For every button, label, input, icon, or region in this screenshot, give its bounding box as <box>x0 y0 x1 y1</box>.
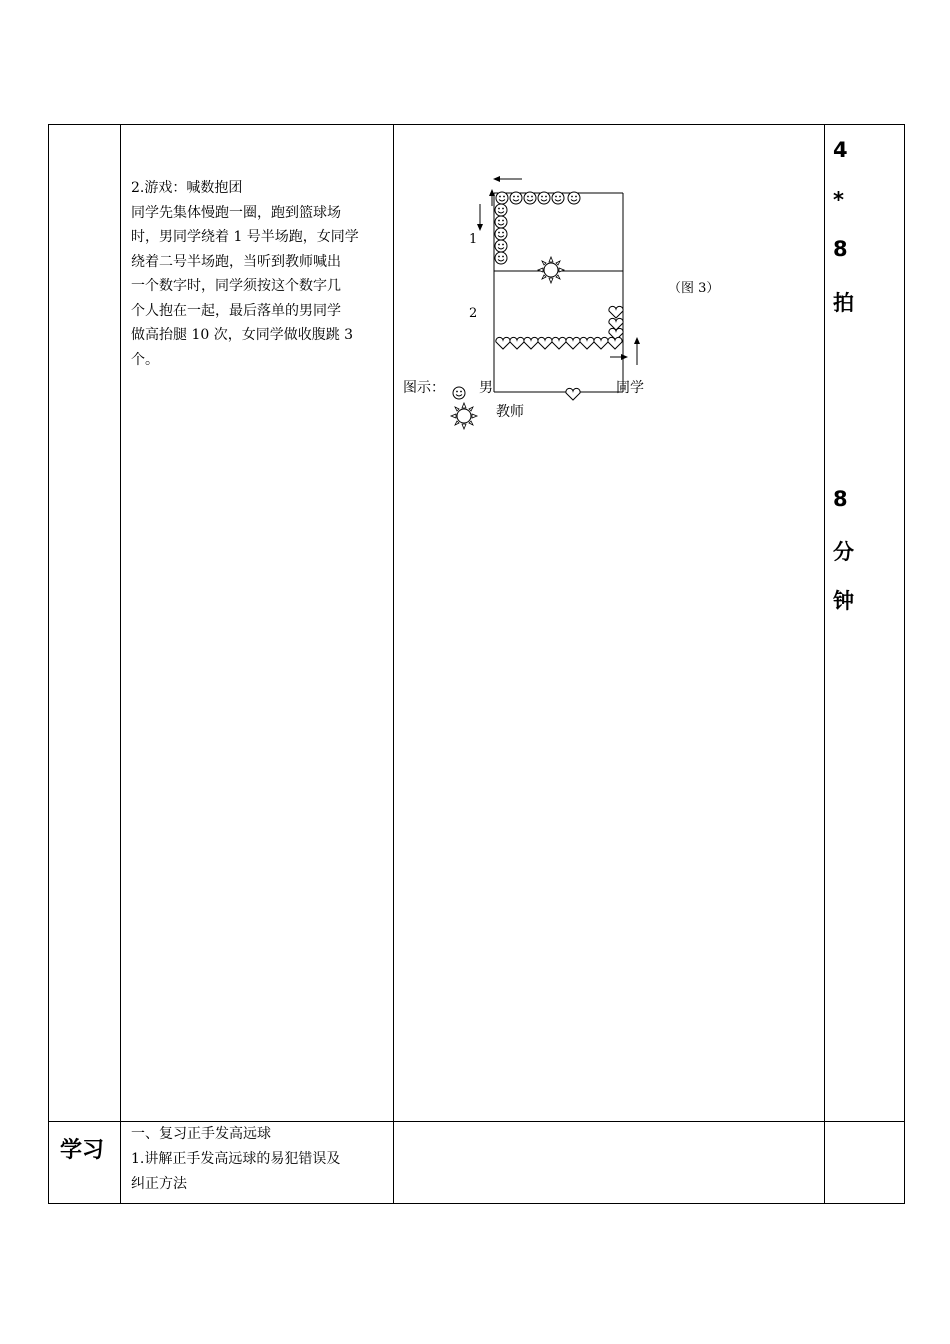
male-students-group <box>495 192 580 264</box>
col-divider-3 <box>824 124 825 1204</box>
game-description <box>131 176 389 372</box>
male-student-icon <box>552 192 564 204</box>
time-char: 8 <box>833 237 848 261</box>
female-student-icon <box>609 306 623 318</box>
study-line: 纠正方法 <box>131 1176 187 1192</box>
female-student-icon <box>538 337 552 349</box>
study-content <box>131 1122 389 1197</box>
court-outline <box>494 193 623 392</box>
male-student-icon <box>495 204 507 216</box>
legend-male-icon <box>453 387 465 399</box>
male-student-icon <box>495 216 507 228</box>
section-label: 学习 <box>60 1138 105 1163</box>
female-student-icon <box>510 337 524 349</box>
time-char: 分 <box>833 540 854 564</box>
female-student-icon <box>566 337 580 349</box>
time-char: * <box>833 188 844 212</box>
legend-female-label: 同学 <box>616 380 644 396</box>
study-line: 1.讲解正手发高远球的易犯错误及 <box>131 1151 341 1167</box>
game-line: 绕着二号半场跑，当听到教师喊出 <box>131 253 341 270</box>
col-divider-1 <box>120 124 121 1204</box>
male-student-icon <box>495 228 507 240</box>
table-border-left <box>48 124 49 1204</box>
male-student-icon <box>524 192 536 204</box>
time-char: 钟 <box>833 589 854 613</box>
half-court-1-label: 1 <box>469 232 478 247</box>
legend-female-icon <box>566 388 580 400</box>
legend-teacher-label: 教师 <box>496 404 524 420</box>
legend-prefix: 图示： <box>403 380 445 396</box>
male-student-icon <box>538 192 550 204</box>
game-line: 时，男同学绕着 1 号半场跑，女同学 <box>131 229 359 245</box>
table-border-right <box>904 124 905 1204</box>
game-line: 做高抬腿 10 次，女同学做收腹跳 3 <box>131 327 354 343</box>
time-char: 拍 <box>833 291 854 315</box>
male-student-icon <box>510 192 522 204</box>
game-title: 2.游戏：喊数抱团 <box>131 180 243 196</box>
figure-caption: （图 3） <box>668 281 720 296</box>
male-student-icon <box>495 252 507 264</box>
female-student-icon <box>496 337 510 349</box>
court-diagram <box>400 170 730 430</box>
female-student-icon <box>608 337 622 349</box>
game-line: 个。 <box>131 351 159 368</box>
female-student-icon <box>594 337 608 349</box>
game-line: 个人抱在一起，最后落单的男同学 <box>131 302 341 319</box>
table-border-bottom <box>48 1203 905 1204</box>
game-line: 同学先集体慢跑一圈，跑到篮球场 <box>131 204 341 221</box>
female-student-icon <box>580 337 594 349</box>
col-divider-2 <box>393 124 394 1204</box>
legend-teacher-icon <box>451 403 477 429</box>
male-student-icon <box>568 192 580 204</box>
half-court-2-label: 2 <box>469 306 478 321</box>
female-student-icon <box>552 337 566 349</box>
male-student-icon <box>495 240 507 252</box>
teacher-sun-icon <box>538 257 564 283</box>
study-line: 一、复习正手发高远球 <box>131 1126 271 1142</box>
female-students-group <box>496 306 623 349</box>
time-char: 8 <box>833 487 848 511</box>
female-student-icon <box>524 337 538 349</box>
time-char: 4 <box>833 138 848 162</box>
male-student-icon <box>496 192 508 204</box>
table-border-top <box>48 124 905 125</box>
legend-male-label: 男 <box>479 380 493 396</box>
game-line: 一个数字时，同学须按这个数字几 <box>131 278 341 294</box>
